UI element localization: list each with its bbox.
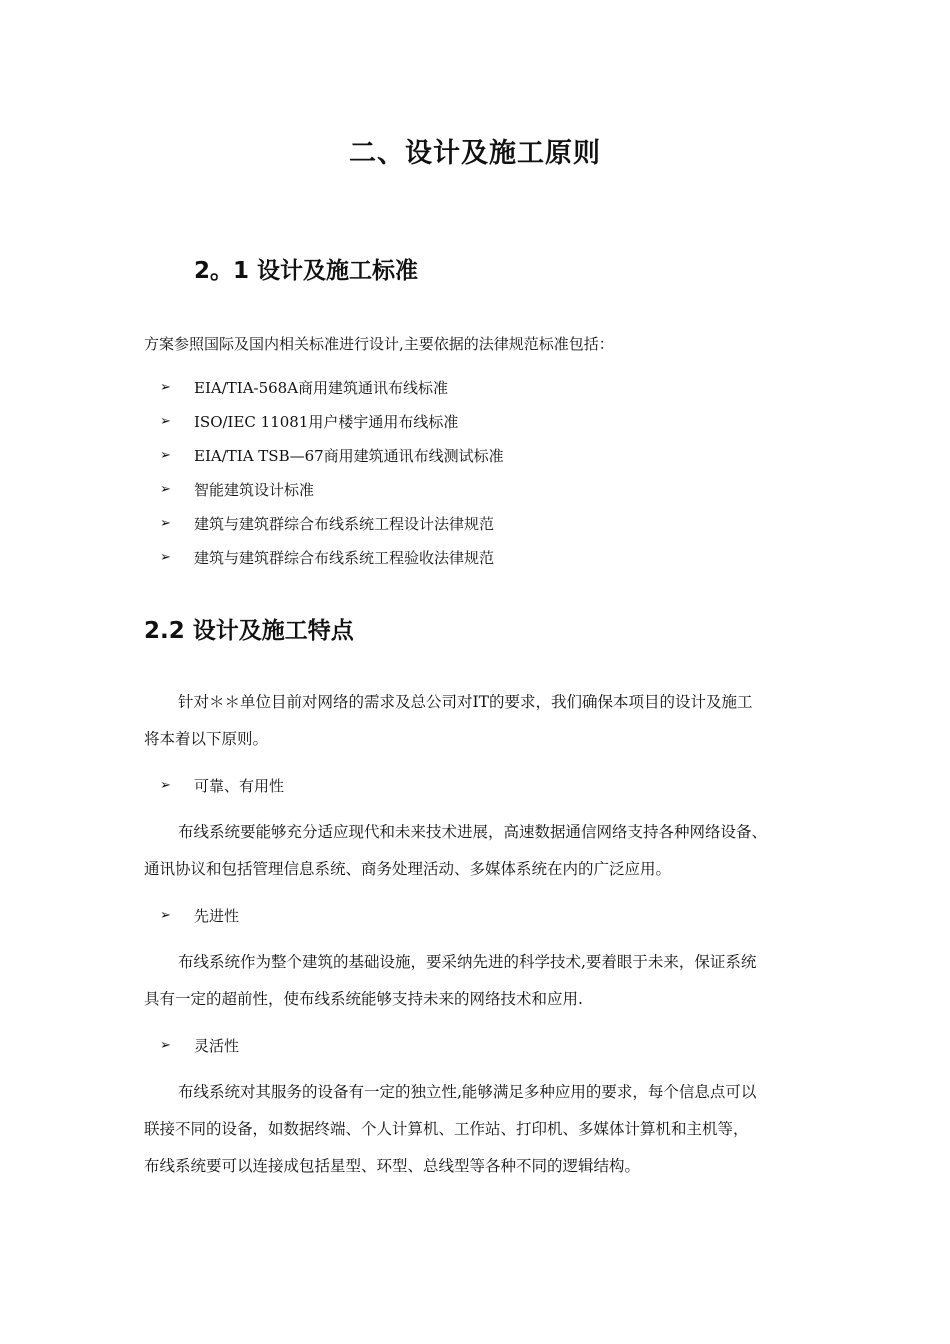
section-heading-2-2: 2.2 设计及施工特点 [144,618,354,644]
arrow-bullet-icon: ➢ [160,380,171,395]
list-item [160,513,494,534]
list-item [160,445,504,466]
principle-title: 灵活性 [194,1037,240,1055]
list-item [160,547,494,568]
standard-label: 智能建筑设计标准 [194,481,315,499]
arrow-bullet-icon: ➢ [160,482,171,497]
arrow-bullet-icon: ➢ [160,448,171,463]
arrow-bullet-icon: ➢ [160,550,171,565]
standard-label: 建筑与建筑群综合布线系统工程验收法律规范 [194,549,495,567]
principle-title: 先进性 [194,907,240,925]
principle-body-reliability [144,814,824,888]
arrow-bullet-icon: ➢ [160,414,171,429]
paragraph-line: 通讯协议和包括管理信息系统、商务处理活动、多媒体系统在内的广泛应用。 [144,860,672,878]
paragraph-line: 具有一定的超前性，使布线系统能够支持未来的网络技术和应用. [144,990,583,1008]
section-heading-2-1: 2。1 设计及施工标准 [194,258,419,284]
paragraph-line: 布线系统要可以连接成包括星型、环型、总线型等各种不同的逻辑结构。 [144,1157,641,1175]
principle-body-flexibility [144,1074,824,1185]
paragraph-line: 联接不同的设备，如数据终端、个人计算机、工作站、打印机、多媒体计算机和主机等， [144,1120,749,1138]
list-item [160,377,448,398]
principle-title: 可靠、有用性 [194,777,285,795]
standards-intro: 方案参照国际及国内相关标准进行设计,主要依据的法律规范标准包括： [144,335,614,353]
paragraph-line: 针对＊＊单位目前对网络的需求及总公司对IT的要求，我们确保本项目的设计及施工 [178,693,753,711]
standard-label: EIA/TIA-568A商用建筑通讯布线标准 [194,379,449,397]
principle-body-advanced [144,944,824,1018]
list-item [160,479,314,500]
standard-label: 建筑与建筑群综合布线系统工程设计法律规范 [194,515,495,533]
principle-heading-advanced [160,905,239,926]
principle-heading-reliability [160,775,284,796]
standard-label: ISO/IEC 11081用户楼宇通用布线标准 [194,413,459,431]
list-item [160,411,458,432]
paragraph-line: 布线系统对其服务的设备有一定的独立性,能够满足多种应用的要求，每个信息点可以 [178,1083,757,1101]
paragraph-line: 布线系统要能够充分适应现代和未来技术进展，高速数据通信网络支持各种网络设备、 [178,823,768,841]
chapter-title: 二、设计及施工原则 [349,138,601,169]
arrow-bullet-icon: ➢ [160,778,171,793]
principles-intro [144,684,824,758]
paragraph-line: 布线系统作为整个建筑的基础设施，要采纳先进的科学技术,要着眼于未来，保证系统 [178,953,757,971]
paragraph-line: 将本着以下原则。 [144,730,269,748]
arrow-bullet-icon: ➢ [160,1038,171,1053]
arrow-bullet-icon: ➢ [160,516,171,531]
arrow-bullet-icon: ➢ [160,908,171,923]
standard-label: EIA/TIA TSB—67商用建筑通讯布线测试标准 [194,447,504,465]
principle-heading-flexibility [160,1035,239,1056]
